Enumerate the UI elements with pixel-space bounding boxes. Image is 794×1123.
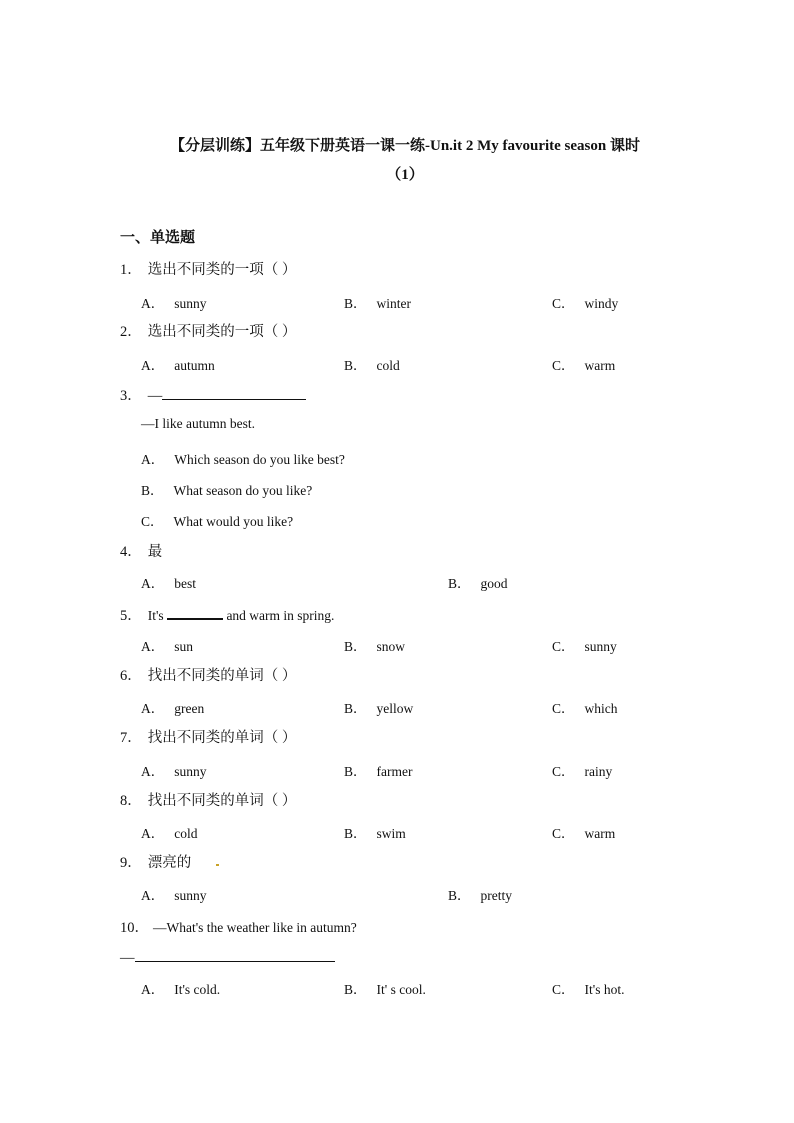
- question-number: 1．: [120, 262, 142, 278]
- option-letter: B．: [448, 888, 471, 903]
- question-text: —What's the weather like in autumn?: [153, 920, 357, 935]
- option-text: sunny: [174, 296, 207, 311]
- q2-option-b[interactable]: [344, 354, 400, 374]
- q8-option-b[interactable]: [344, 822, 406, 842]
- option-text: sunny: [584, 639, 617, 654]
- question-9: [120, 851, 191, 872]
- option-text: What season do you like?: [173, 483, 313, 498]
- answer-blank[interactable]: [162, 385, 306, 400]
- question-text-after: and warm in spring.: [223, 608, 335, 623]
- q5-option-b[interactable]: [344, 635, 405, 655]
- option-letter: B．: [344, 701, 367, 716]
- q3-option-b[interactable]: [141, 479, 312, 499]
- option-letter: C．: [141, 514, 164, 529]
- q1-option-c[interactable]: [552, 292, 618, 312]
- q8-option-a[interactable]: [141, 822, 198, 842]
- q10-option-a[interactable]: [141, 978, 220, 998]
- option-letter: A．: [141, 764, 165, 779]
- worksheet-title: [100, 132, 710, 190]
- option-text: pretty: [480, 888, 513, 903]
- option-text: farmer: [376, 764, 413, 779]
- option-letter: B．: [344, 764, 367, 779]
- question-4: [120, 540, 162, 561]
- q8-option-c[interactable]: [552, 822, 615, 842]
- q2-option-c[interactable]: [552, 354, 615, 374]
- option-letter: B．: [344, 296, 367, 311]
- option-text: autumn: [174, 358, 215, 373]
- q3-option-c[interactable]: [141, 510, 293, 530]
- q6-option-a[interactable]: [141, 697, 204, 717]
- question-number: 10．: [120, 920, 149, 936]
- option-text: cold: [376, 358, 400, 373]
- q7-option-c[interactable]: [552, 760, 612, 780]
- question-text: 漂亮的: [147, 855, 192, 871]
- question-text: —: [147, 388, 163, 404]
- option-text: swim: [376, 826, 406, 841]
- option-letter: C．: [552, 296, 575, 311]
- section-heading: 一、单选题: [120, 230, 196, 246]
- option-text: yellow: [376, 701, 414, 716]
- option-text: winter: [376, 296, 412, 311]
- q3-option-a[interactable]: [141, 448, 345, 468]
- option-text: warm: [584, 358, 616, 373]
- question-2: [120, 320, 296, 341]
- q10-option-c[interactable]: [552, 978, 624, 998]
- option-letter: A．: [141, 888, 165, 903]
- option-text: It's hot.: [584, 982, 625, 997]
- option-text: best: [174, 576, 196, 591]
- question-text: 选出不同类的一项（ ）: [147, 324, 297, 340]
- q5-option-c[interactable]: [552, 635, 617, 655]
- q10-option-b[interactable]: [344, 978, 426, 998]
- option-text: It' s cool.: [376, 982, 426, 997]
- question-number: 2．: [120, 324, 142, 340]
- option-letter: A．: [141, 639, 165, 654]
- q5-option-a[interactable]: [141, 635, 193, 655]
- option-letter: C．: [552, 764, 575, 779]
- option-letter: B．: [141, 483, 164, 498]
- option-letter: C．: [552, 701, 575, 716]
- q4-option-a[interactable]: [141, 572, 196, 592]
- option-text: green: [174, 701, 205, 716]
- question-6: [120, 664, 296, 685]
- question-number: 6．: [120, 668, 142, 684]
- option-text: sunny: [174, 888, 207, 903]
- question-number: 7．: [120, 730, 142, 746]
- question-3: [120, 384, 306, 405]
- answer-blank[interactable]: [135, 947, 335, 962]
- option-letter: B．: [448, 576, 471, 591]
- option-letter: C．: [552, 358, 575, 373]
- option-letter: B．: [344, 639, 367, 654]
- option-text: warm: [584, 826, 616, 841]
- question-number: 8．: [120, 793, 142, 809]
- stray-mark: [216, 864, 219, 866]
- option-text: It's cold.: [174, 982, 221, 997]
- option-letter: C．: [552, 826, 575, 841]
- option-text: rainy: [584, 764, 613, 779]
- option-text: What would you like?: [173, 514, 294, 529]
- option-text: cold: [174, 826, 198, 841]
- question-text: 找出不同类的单词（ ）: [147, 668, 297, 684]
- dash: —: [120, 950, 135, 966]
- q4-option-b[interactable]: [448, 572, 508, 592]
- q3-dialogue-line: —I like autumn best.: [141, 416, 255, 431]
- question-8: [120, 789, 296, 810]
- option-letter: C．: [552, 639, 575, 654]
- q9-option-a[interactable]: [141, 884, 207, 904]
- option-letter: A．: [141, 701, 165, 716]
- q1-option-a[interactable]: [141, 292, 207, 312]
- option-letter: B．: [344, 982, 367, 997]
- q2-option-a[interactable]: [141, 354, 215, 374]
- option-text: windy: [584, 296, 619, 311]
- option-text: which: [584, 701, 618, 716]
- question-text-before: It's: [147, 608, 168, 623]
- option-letter: A．: [141, 826, 165, 841]
- option-text: sunny: [174, 764, 207, 779]
- question-text: 找出不同类的单词（ ）: [147, 730, 297, 746]
- question-number: 3．: [120, 388, 142, 404]
- question-text: 找出不同类的单词（ ）: [147, 793, 297, 809]
- q9-option-b[interactable]: [448, 884, 512, 904]
- option-letter: A．: [141, 358, 165, 373]
- option-text: snow: [376, 639, 406, 654]
- question-10: [120, 916, 357, 937]
- question-text: 最: [147, 544, 163, 560]
- question-number: 9．: [120, 855, 142, 871]
- q1-option-b[interactable]: [344, 292, 411, 312]
- question-7: [120, 726, 296, 747]
- option-letter: A．: [141, 296, 165, 311]
- question-text: 选出不同类的一项（ ）: [147, 262, 297, 278]
- question-number: 5．: [120, 608, 142, 624]
- option-letter: A．: [141, 576, 165, 591]
- q7-option-b[interactable]: [344, 760, 413, 780]
- answer-blank[interactable]: [167, 604, 223, 620]
- q6-option-b[interactable]: [344, 697, 413, 717]
- option-text: Which season do you like best?: [174, 452, 345, 467]
- option-letter: C．: [552, 982, 575, 997]
- q6-option-c[interactable]: [552, 697, 618, 717]
- title-line-2: （1）: [386, 167, 424, 183]
- q7-option-a[interactable]: [141, 760, 207, 780]
- q10-answer-line: [120, 947, 335, 967]
- title-line-1: 【分层训练】五年级下册英语一课一练-Un.it 2 My favourite season 课时: [170, 138, 640, 154]
- question-number: 4．: [120, 544, 142, 560]
- question-1: [120, 258, 296, 279]
- option-letter: B．: [344, 358, 367, 373]
- option-text: sun: [174, 639, 194, 654]
- option-letter: A．: [141, 982, 165, 997]
- question-5: [120, 604, 334, 625]
- option-text: good: [480, 576, 508, 591]
- option-letter: A．: [141, 452, 165, 467]
- option-letter: B．: [344, 826, 367, 841]
